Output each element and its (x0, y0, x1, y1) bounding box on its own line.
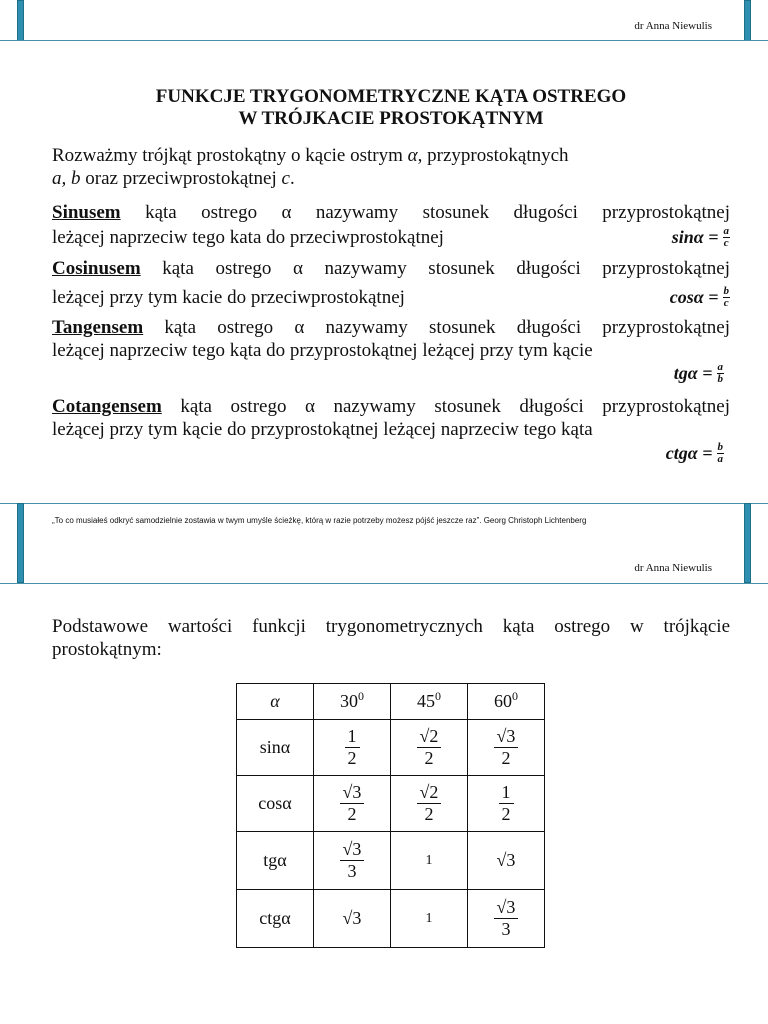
intro-alpha: α (407, 145, 418, 166)
fraction-denominator: 3 (501, 919, 511, 939)
table-cell: 1 (391, 832, 468, 890)
formula-cosinus-fraction (723, 286, 731, 309)
fraction-denominator: 2 (424, 748, 434, 768)
term-tangens: Tangensem (52, 317, 144, 338)
fraction-numerator: √3 (494, 726, 519, 748)
fraction-denominator: c (723, 237, 729, 249)
table-cell (314, 776, 391, 832)
formula-sinus-fraction (723, 226, 731, 249)
intro-var-c: c (281, 168, 290, 189)
intro-text-f: . (289, 168, 295, 189)
cell-fraction (417, 726, 442, 769)
header-angle: 30 (340, 691, 358, 711)
page1-author: dr Anna Niewulis (634, 20, 712, 32)
fraction-denominator: c (723, 297, 729, 309)
degree-sup: 0 (435, 689, 441, 703)
formula-cotangens-fraction (717, 442, 725, 465)
row-label-cos: cosα (237, 776, 314, 832)
header-rule-page2 (0, 583, 768, 584)
table-cell (468, 720, 545, 776)
formula-tangens-fraction (717, 362, 725, 385)
formula-sinus-lhs: sinα = (671, 227, 719, 247)
cell-fraction (494, 897, 519, 940)
footer-quote: „To co musiałeś odkryć samodzielnie zostawia w twym umyśle ścieżkę, którą w razie potrzeby możesz pójść jeszcze raz”. Georg Christoph Lichtenberg (52, 516, 587, 525)
header-cell-60 (468, 684, 545, 720)
fraction-numerator: b (717, 441, 723, 453)
formula-cotangens (666, 442, 724, 465)
def-cosinus-text: kąta ostrego α nazywamy stosunek długości przyprostokątnej (140, 258, 730, 279)
term-cotangens: Cotangensem (52, 396, 162, 417)
def-sinus-line2 (52, 226, 730, 249)
fraction-denominator: a (717, 453, 723, 465)
title-line-2: W TRÓJKACIE PROSTOKĄTNYM (238, 108, 544, 129)
term-sinus: Sinusem (52, 202, 121, 223)
title-line-1: FUNKCJE TRYGONOMETRYCZNE KĄTA OSTREGO (155, 86, 627, 107)
left-border-accent (17, 503, 24, 583)
table-intro-line2: prostokątnym: (52, 639, 162, 660)
table-row (237, 776, 545, 832)
formula-cosinus-lhs: cosα = (669, 287, 719, 307)
header-cell-45 (391, 684, 468, 720)
table-cell (468, 776, 545, 832)
formula-tangens (674, 362, 724, 385)
table-cell: 1 (391, 890, 468, 948)
def-cosinus-line2 (52, 286, 730, 309)
def-cosinus-line2-text: leżącej przy tym kacie do przeciwprostokątnej (52, 287, 405, 308)
degree-sup: 0 (358, 689, 364, 703)
fraction-denominator: 2 (347, 748, 357, 768)
table-cell: √3 (314, 890, 391, 948)
table-cell: √3 (468, 832, 545, 890)
def-sinus-line2-text: leżącej naprzeciw tego kata do przeciwprostokątnej (52, 227, 444, 248)
fraction-numerator: 1 (499, 782, 514, 804)
intro-vars: a, b (52, 168, 81, 189)
intro-text-d: oraz przeciwprostokątnej (80, 168, 282, 189)
header-angle: 60 (494, 691, 512, 711)
def-sinus-text: kąta ostrego α nazywamy stosunek długości przyprostokątnej (120, 202, 730, 223)
fraction-numerator: a (723, 225, 729, 237)
row-label-sin: sinα (237, 720, 314, 776)
trig-values-table (236, 683, 545, 948)
fraction-denominator: 2 (424, 804, 434, 824)
table-intro-line1: Podstawowe wartości funkcji trygonometrycznych kąta ostrego w trójkącie (52, 616, 730, 637)
formula-cotangens-lhs: ctgα = (665, 443, 713, 463)
table-cell (391, 776, 468, 832)
def-cotangens-line1 (52, 395, 730, 418)
degree-sup: 0 (512, 689, 518, 703)
def-cosinus-line1 (52, 257, 730, 280)
table-cell (314, 720, 391, 776)
intro-text-b: , przyprostokątnych (417, 145, 569, 166)
table-header-row (237, 684, 545, 720)
term-cosinus: Cosinusem (52, 258, 141, 279)
intro-text-a: Rozważmy trójkąt prostokątny o kącie ostrym (52, 145, 408, 166)
header-cell-alpha: α (237, 684, 314, 720)
cell-fraction (340, 782, 365, 825)
fraction-numerator: √3 (494, 897, 519, 919)
fraction-numerator: a (717, 361, 723, 373)
table-cell (314, 832, 391, 890)
formula-tangens-lhs: tgα = (673, 363, 713, 383)
right-border-accent (744, 503, 751, 583)
fraction-numerator: √2 (417, 782, 442, 804)
cell-fraction (345, 726, 360, 769)
header-rule (0, 40, 768, 41)
fraction-numerator: 1 (345, 726, 360, 748)
table-row (237, 832, 545, 890)
header-cell-30 (314, 684, 391, 720)
page-title (52, 86, 730, 130)
footer-rule (0, 503, 768, 504)
fraction-denominator: 2 (347, 804, 357, 824)
right-border-accent (744, 0, 751, 41)
formula-sinus (672, 226, 730, 249)
fraction-denominator: 2 (501, 804, 511, 824)
fraction-numerator: √3 (340, 839, 365, 861)
fraction-denominator: 3 (347, 861, 357, 881)
fraction-denominator: 2 (501, 748, 511, 768)
table-row (237, 720, 545, 776)
fraction-numerator: √2 (417, 726, 442, 748)
intro-paragraph (52, 144, 730, 190)
fraction-denominator: b (717, 373, 723, 385)
def-cotangens-line2: leżącej przy tym kącie do przyprostokątnej leżącej naprzeciw tego kąta (52, 419, 593, 440)
cell-fraction (499, 782, 514, 825)
fraction-numerator: √3 (340, 782, 365, 804)
def-tangens-text: kąta ostrego α nazywamy stosunek długości przyprostokątnej (143, 317, 730, 338)
table-row (237, 890, 545, 948)
fraction-numerator: b (723, 285, 729, 297)
row-label-tg: tgα (237, 832, 314, 890)
cell-fraction (340, 839, 365, 882)
table-cell (391, 720, 468, 776)
def-tangens-line1 (52, 316, 730, 339)
table-cell (468, 890, 545, 948)
formula-cosinus (670, 286, 730, 309)
def-sinus-line1 (52, 201, 730, 224)
cell-fraction (417, 782, 442, 825)
cell-fraction (494, 726, 519, 769)
header-angle: 45 (417, 691, 435, 711)
def-tangens-line2: leżącej naprzeciw tego kąta do przyprostokątnej leżącej przy tym kącie (52, 340, 593, 361)
row-label-ctg: ctgα (237, 890, 314, 948)
page2-author: dr Anna Niewulis (634, 562, 712, 574)
left-border-accent (17, 0, 24, 41)
def-cotangens-text: kąta ostrego α nazywamy stosunek długości przyprostokątnej (161, 396, 730, 417)
